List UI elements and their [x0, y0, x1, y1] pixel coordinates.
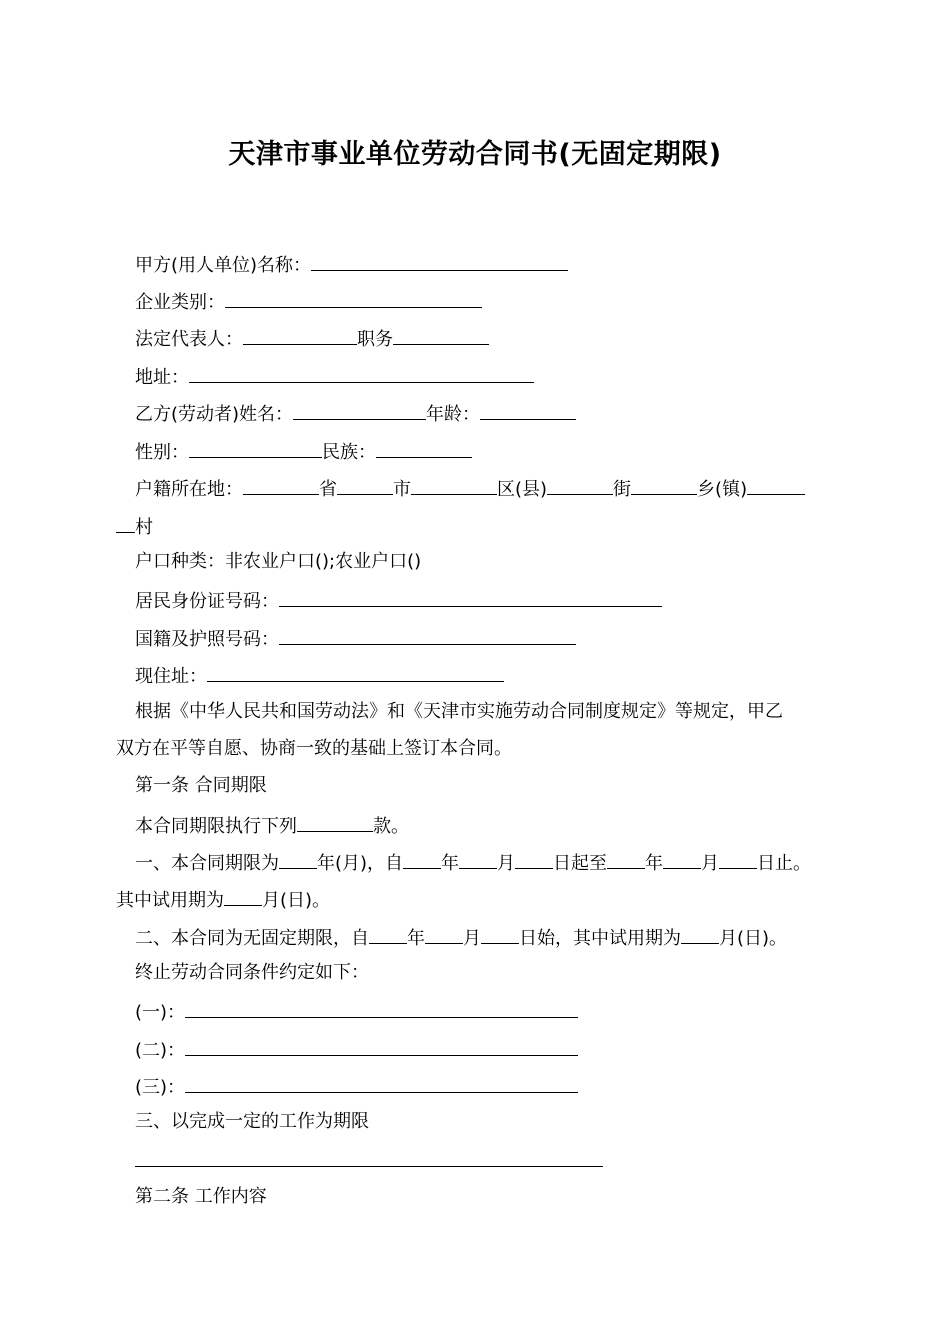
age-label: 年龄： — [426, 404, 481, 425]
household-label: 户籍所在地： — [135, 479, 243, 500]
term-item1-line — [135, 850, 811, 875]
hukou-type-line: 户口种类：非农业户口();农业户口() — [135, 551, 422, 572]
term-item3-blank[interactable] — [135, 1148, 603, 1167]
term-select-suffix: 款。 — [373, 816, 409, 837]
item1-end-year-blank[interactable] — [607, 850, 645, 869]
gender-line — [135, 439, 472, 464]
termination-label: 终止劳动合同条件约定如下： — [135, 962, 369, 983]
probation-blank[interactable] — [224, 887, 262, 906]
current-address-line — [135, 663, 504, 688]
item2-probation-blank[interactable] — [681, 925, 719, 944]
condition-1-label: (一)： — [135, 1002, 186, 1023]
party-a-name-blank[interactable] — [311, 252, 568, 271]
legal-rep-label: 法定代表人： — [135, 329, 243, 350]
term-select-prefix: 本合同期限执行下列 — [135, 816, 297, 837]
article2-title: 第二条 工作内容 — [135, 1186, 267, 1207]
street-blank[interactable] — [547, 476, 613, 495]
item2-suffix: 月(日)。 — [719, 928, 788, 949]
party-b-name-blank[interactable] — [293, 401, 426, 420]
condition-3-label: (三)： — [135, 1077, 186, 1098]
year-label: 年 — [407, 928, 425, 949]
current-address-blank[interactable] — [207, 663, 504, 682]
enterprise-type-line — [135, 289, 482, 314]
item1-start-month-blank[interactable] — [459, 850, 497, 869]
household-line — [135, 476, 805, 501]
term-item2-line — [135, 925, 787, 950]
address-label: 地址： — [135, 367, 189, 388]
month-label: 月 — [497, 853, 516, 874]
district-blank[interactable] — [411, 476, 497, 495]
id-number-line — [135, 588, 662, 613]
id-number-blank[interactable] — [279, 588, 662, 607]
year-label: 年 — [645, 853, 664, 874]
legal-rep-line — [135, 326, 489, 351]
township-blank[interactable] — [631, 476, 697, 495]
item2-year-blank[interactable] — [369, 925, 407, 944]
item1-end-day-blank[interactable] — [719, 850, 757, 869]
age-blank[interactable] — [480, 401, 576, 420]
item1-year-month: 年(月)，自 — [317, 853, 404, 874]
condition-2-label: (二)： — [135, 1040, 186, 1061]
item1-end-month-blank[interactable] — [663, 850, 701, 869]
address-blank[interactable] — [189, 364, 534, 383]
item1-start-year-blank[interactable] — [403, 850, 441, 869]
probation-line — [116, 887, 330, 912]
day-from-to-label: 日起至 — [553, 853, 608, 874]
gender-label: 性别： — [135, 442, 189, 463]
item1-start-day-blank[interactable] — [515, 850, 553, 869]
month-label: 月 — [701, 853, 720, 874]
condition-1-blank[interactable] — [185, 999, 578, 1018]
township-label: 乡(镇) — [697, 479, 748, 500]
basis-paragraph-line2: 双方在平等自愿、协商一致的基础上签订本合同。 — [116, 738, 512, 759]
basis-paragraph-line1: 根据《中华人民共和国劳动法》和《天津市实施劳动合同制度规定》等规定，甲乙 — [135, 701, 783, 722]
year-label: 年 — [441, 853, 460, 874]
term-select-line — [135, 813, 409, 838]
household-line-cont — [116, 514, 153, 539]
condition-1-line — [135, 999, 578, 1024]
item2-prefix: 二、本合同为无固定期限，自 — [135, 928, 369, 949]
position-label: 职务 — [357, 329, 393, 350]
province-label: 省 — [319, 479, 337, 500]
document-title: 天津市事业单位劳动合同书(无固定期限) — [228, 139, 722, 170]
ethnicity-label: 民族： — [322, 442, 376, 463]
condition-2-line — [135, 1037, 578, 1062]
id-number-label: 居民身份证号码： — [135, 591, 279, 612]
condition-3-line — [135, 1074, 578, 1099]
day-end-label: 日止。 — [757, 853, 812, 874]
condition-2-blank[interactable] — [185, 1037, 578, 1056]
item2-month-blank[interactable] — [425, 925, 463, 944]
party-b-name-label: 乙方(劳动者)姓名： — [135, 404, 294, 425]
village-blank-part2[interactable] — [116, 514, 135, 533]
city-blank[interactable] — [337, 476, 393, 495]
probation-suffix: 月(日)。 — [262, 890, 331, 911]
city-label: 市 — [393, 479, 411, 500]
ethnicity-blank[interactable] — [376, 439, 472, 458]
party-a-name-line — [135, 252, 568, 277]
nationality-passport-line — [135, 626, 576, 651]
nationality-passport-blank[interactable] — [279, 626, 576, 645]
gender-blank[interactable] — [189, 439, 322, 458]
village-label: 村 — [135, 517, 153, 538]
item2-day-start: 日始，其中试用期为 — [519, 928, 681, 949]
condition-3-blank[interactable] — [185, 1074, 578, 1093]
party-a-name-label: 甲方(用人单位)名称： — [135, 255, 312, 276]
nationality-passport-label: 国籍及护照号码： — [135, 629, 279, 650]
legal-rep-blank[interactable] — [243, 326, 357, 345]
probation-prefix: 其中试用期为 — [116, 890, 224, 911]
item1-prefix: 一、本合同期限为 — [135, 853, 279, 874]
current-address-label: 现住址： — [135, 666, 207, 687]
term-item3-line: 三、以完成一定的工作为期限 — [135, 1111, 369, 1132]
village-blank-part1[interactable] — [747, 476, 805, 495]
month-label: 月 — [463, 928, 481, 949]
term-item3-blank-line — [135, 1148, 603, 1173]
address-line — [135, 364, 534, 389]
position-blank[interactable] — [393, 326, 489, 345]
street-label: 街 — [613, 479, 632, 500]
item1-duration-blank[interactable] — [279, 850, 317, 869]
party-b-name-line — [135, 401, 576, 426]
province-blank[interactable] — [243, 476, 319, 495]
enterprise-type-label: 企业类别： — [135, 292, 225, 313]
item2-day-blank[interactable] — [481, 925, 519, 944]
term-select-blank[interactable] — [297, 813, 373, 832]
article1-title: 第一条 合同期限 — [135, 775, 267, 796]
enterprise-type-blank[interactable] — [225, 289, 482, 308]
district-label: 区(县) — [497, 479, 548, 500]
